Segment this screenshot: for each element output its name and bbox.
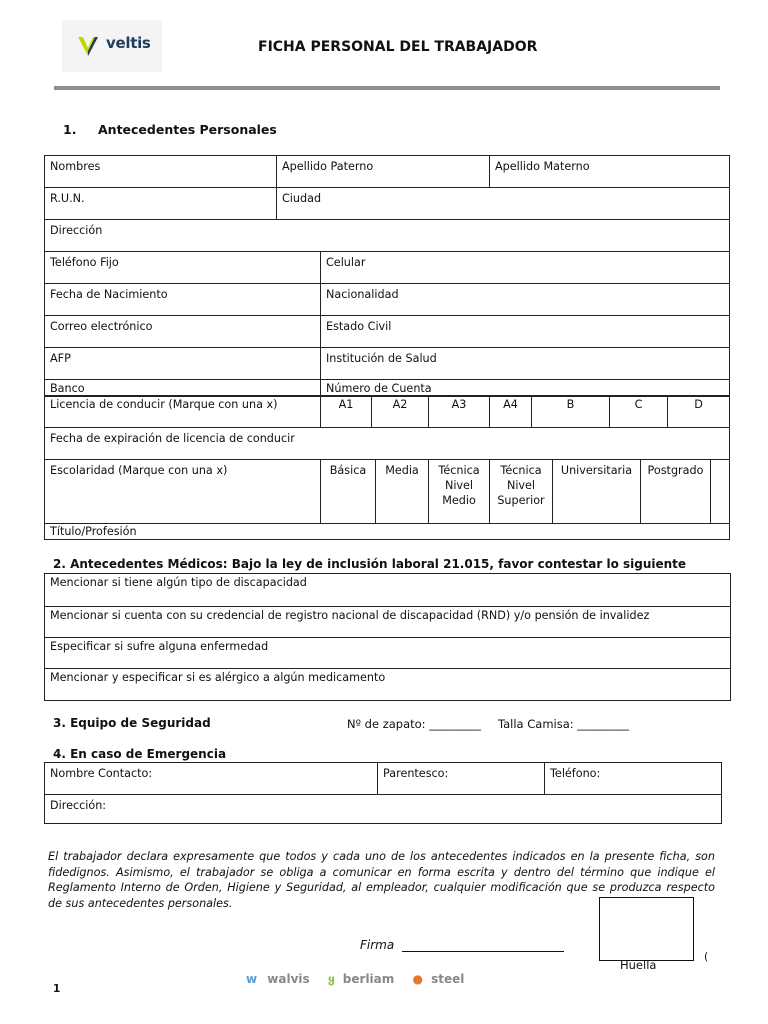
field-nacionalidad[interactable]: Nacionalidad: [321, 284, 730, 316]
field-telefono-emergencia[interactable]: Teléfono:: [545, 763, 722, 795]
section2-heading: 2. Antecedentes Médicos: Bajo la ley de inclusión laboral 21.015, favor contestar lo siguiente: [53, 557, 687, 571]
escolaridad-universitaria[interactable]: Universitaria: [553, 460, 641, 524]
logo-text: veltis: [106, 34, 151, 52]
field-numero-cuenta[interactable]: Número de Cuenta: [321, 380, 730, 397]
section1-heading: Antecedentes Personales: [98, 122, 277, 137]
header-divider: [54, 86, 720, 90]
zapato-field[interactable]: Nº de zapato: _________: [347, 717, 481, 731]
section3-heading: 3. Equipo de Seguridad: [53, 716, 211, 730]
footer-logo-steel: steel: [431, 972, 465, 986]
paren-mark: (: [704, 950, 709, 963]
footer-logo-walvis: walvis: [267, 972, 310, 986]
medical-row-discapacidad[interactable]: Mencionar si tiene algún tipo de discapacidad: [45, 574, 731, 607]
field-run[interactable]: R.U.N.: [45, 188, 277, 220]
walvis-icon: w: [246, 972, 258, 986]
escolaridad-postgrado[interactable]: Postgrado: [641, 460, 711, 524]
huella-box[interactable]: [599, 897, 694, 961]
medical-table: [44, 573, 731, 701]
field-apellido-materno[interactable]: Apellido Materno: [490, 156, 730, 188]
firma-label: Firma: [360, 938, 395, 952]
personal-table-mid: [44, 251, 730, 397]
licencia-c[interactable]: C: [610, 396, 668, 428]
field-correo[interactable]: Correo electrónico: [45, 316, 321, 348]
field-parentesco[interactable]: Parentesco:: [378, 763, 545, 795]
licencia-a1[interactable]: A1: [321, 396, 372, 428]
steel-icon: ●: [412, 972, 423, 986]
page-title: FICHA PERSONAL DEL TRABAJADOR: [258, 39, 538, 55]
emergency-table: [44, 762, 722, 824]
field-celular[interactable]: Celular: [321, 252, 730, 284]
field-apellido-paterno[interactable]: Apellido Paterno: [277, 156, 490, 188]
medical-row-enfermedad[interactable]: Especificar si sufre alguna enfermedad: [45, 638, 731, 669]
page-number: 1: [53, 983, 61, 995]
footer-logos: [246, 972, 464, 986]
field-licencia: Licencia de conducir (Marque con una x): [45, 396, 321, 428]
field-direccion[interactable]: Dirección: [45, 220, 730, 252]
section1-number: 1.: [63, 122, 77, 137]
medical-row-alergia[interactable]: Mencionar y especificar si es alérgico a algún medicamento: [45, 669, 731, 701]
licencia-a4[interactable]: A4: [490, 396, 532, 428]
veltis-logo-icon: [76, 34, 100, 60]
personal-table-top: [44, 155, 730, 252]
field-nombre-contacto[interactable]: Nombre Contacto:: [45, 763, 378, 795]
field-afp[interactable]: AFP: [45, 348, 321, 380]
licencia-d[interactable]: D: [668, 396, 730, 428]
field-banco[interactable]: Banco: [45, 380, 321, 397]
licencia-table: [44, 395, 730, 460]
footer-logo-berliam: berliam: [342, 972, 395, 986]
licencia-a2[interactable]: A2: [372, 396, 429, 428]
camisa-field[interactable]: Talla Camisa: _________: [498, 717, 630, 731]
field-titulo-profesion[interactable]: Título/Profesión: [45, 524, 730, 540]
field-institucion-salud[interactable]: Institución de Salud: [321, 348, 730, 380]
field-nombres[interactable]: Nombres: [45, 156, 277, 188]
declaration-text: El trabajador declara expresamente que todos y cada uno de los antecedentes indicados en la presente ficha, son fidedignos. Asimismo, el trabajador se obliga a comunicar en forma escrita y dentro del término que indique el Reglamento Interno de Orden, Higiene y Seguridad, al empleador, cualquier modificación que se produzca respecto de sus antecedentes personales.: [48, 850, 715, 910]
field-estado-civil[interactable]: Estado Civil: [321, 316, 730, 348]
firma-line[interactable]: [402, 951, 564, 952]
escolaridad-tecnica-superior[interactable]: Técnica Nivel Superior: [490, 460, 553, 524]
escolaridad-blank[interactable]: [711, 460, 730, 524]
field-expiracion-licencia[interactable]: Fecha de expiración de licencia de conducir: [45, 428, 730, 460]
licencia-a3[interactable]: A3: [429, 396, 490, 428]
field-escolaridad: Escolaridad (Marque con una x): [45, 460, 321, 524]
field-ciudad[interactable]: Ciudad: [277, 188, 730, 220]
licencia-b[interactable]: B: [532, 396, 610, 428]
huella-label: Huella: [620, 958, 657, 972]
medical-row-rnd[interactable]: Mencionar si cuenta con su credencial de registro nacional de discapacidad (RND) y/o pensión de invalidez: [45, 607, 731, 638]
escolaridad-table: [44, 459, 730, 540]
field-telefono-fijo[interactable]: Teléfono Fijo: [45, 252, 321, 284]
escolaridad-tecnica-medio[interactable]: Técnica Nivel Medio: [429, 460, 490, 524]
section4-heading: 4. En caso de Emergencia: [53, 747, 227, 761]
escolaridad-media[interactable]: Media: [376, 460, 429, 524]
field-direccion-emergencia[interactable]: Dirección:: [45, 795, 722, 824]
field-fecha-nacimiento[interactable]: Fecha de Nacimiento: [45, 284, 321, 316]
berliam-icon: ყ: [327, 972, 335, 986]
escolaridad-basica[interactable]: Básica: [321, 460, 376, 524]
